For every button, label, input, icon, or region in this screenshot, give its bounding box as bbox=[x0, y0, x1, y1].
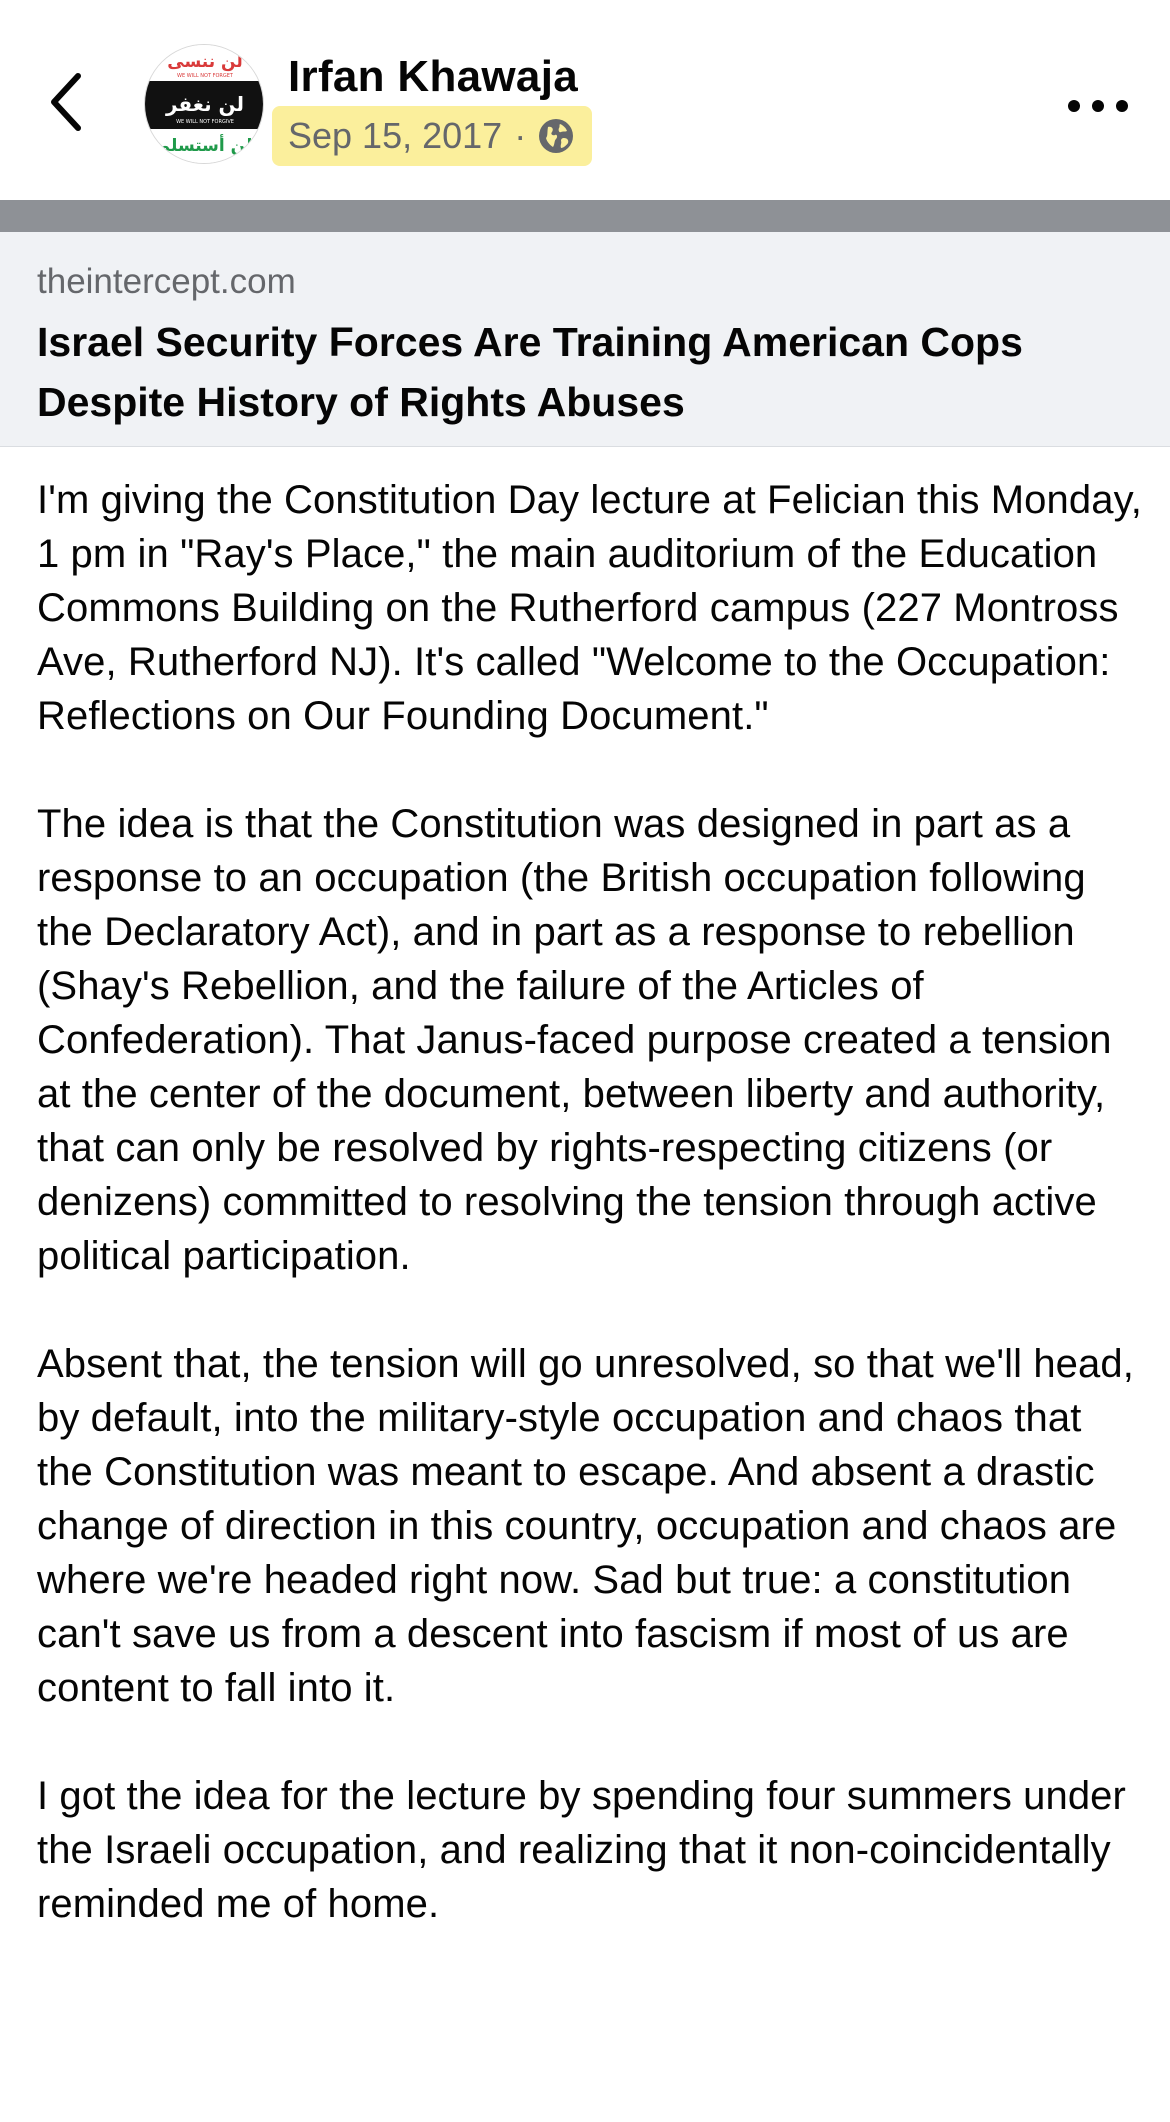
post-meta bbox=[272, 106, 592, 166]
link-preview-image[interactable] bbox=[0, 200, 1170, 232]
post-body bbox=[37, 473, 1147, 1985]
post-paragraph: Absent that, the tension will go unresolved, so that we'll head, by default, into the military-style occupation and chaos that the Constitution was meant to escape. And absent a drastic change of direction in this country, occupation and chaos are where we're headed right now. Sad but true: a constitution can't save us from a descent into fascism if most of us are content to fall into it. bbox=[37, 1342, 1134, 1710]
meta-separator: · bbox=[514, 115, 527, 156]
post-date[interactable]: Sep 15, 2017 bbox=[288, 115, 503, 156]
avatar-middle-small: WE WILL NOT FORGIVE bbox=[176, 119, 234, 125]
more-horizontal-icon-dot bbox=[1092, 100, 1104, 112]
avatar-top-small: WE WILL NOT FORGET bbox=[177, 73, 233, 79]
post-paragraph: The idea is that the Constitution was designed in part as a response to an occupation (the British occupation following the Declaratory Act), and in part as a response to rebellion (Shay's Rebellion, and the failure of the Articles of Confederation). That Janus-faced purpose created a tension at the center of the document, between liberty and authority, that can only be resolved by rights-respecting citizens (or denizens) committed to resolving the tension through active political participation. bbox=[37, 802, 1112, 1278]
avatar-image bbox=[145, 45, 264, 164]
post-paragraph: I'm giving the Constitution Day lecture at Felician this Monday, 1 pm in "Ray's Place," the main auditorium of the Education Commons Building on the Rutherford campus (227 Montross Ave, Rutherford NJ). It's called "Welcome to the Occupation: Reflections on Our Founding Document." bbox=[37, 478, 1142, 738]
link-domain: theintercept.com bbox=[37, 262, 296, 301]
avatar-middle-text: لن نغفر bbox=[165, 92, 245, 116]
avatar-bottom-text: لن أستسلم bbox=[157, 136, 253, 156]
globe-icon bbox=[538, 118, 574, 154]
author-name[interactable]: Irfan Khawaja bbox=[288, 52, 578, 101]
avatar[interactable] bbox=[144, 44, 264, 164]
back-button[interactable] bbox=[40, 62, 100, 142]
chevron-left-icon bbox=[40, 62, 100, 142]
post-header bbox=[0, 0, 1170, 200]
more-horizontal-icon-dot bbox=[1068, 100, 1080, 112]
avatar-top-text: لن ننسى bbox=[167, 52, 243, 72]
post-paragraph: I got the idea for the lecture by spending four summers under the Israeli occupation, and realizing that it non-coincidentally reminded me of home. bbox=[37, 1774, 1126, 1926]
link-title: Israel Security Forces Are Training American Cops Despite History of Rights Abuses bbox=[37, 319, 1023, 425]
more-options-button[interactable] bbox=[1068, 94, 1128, 118]
more-horizontal-icon-dot bbox=[1116, 100, 1128, 112]
link-preview-card[interactable] bbox=[0, 232, 1170, 447]
